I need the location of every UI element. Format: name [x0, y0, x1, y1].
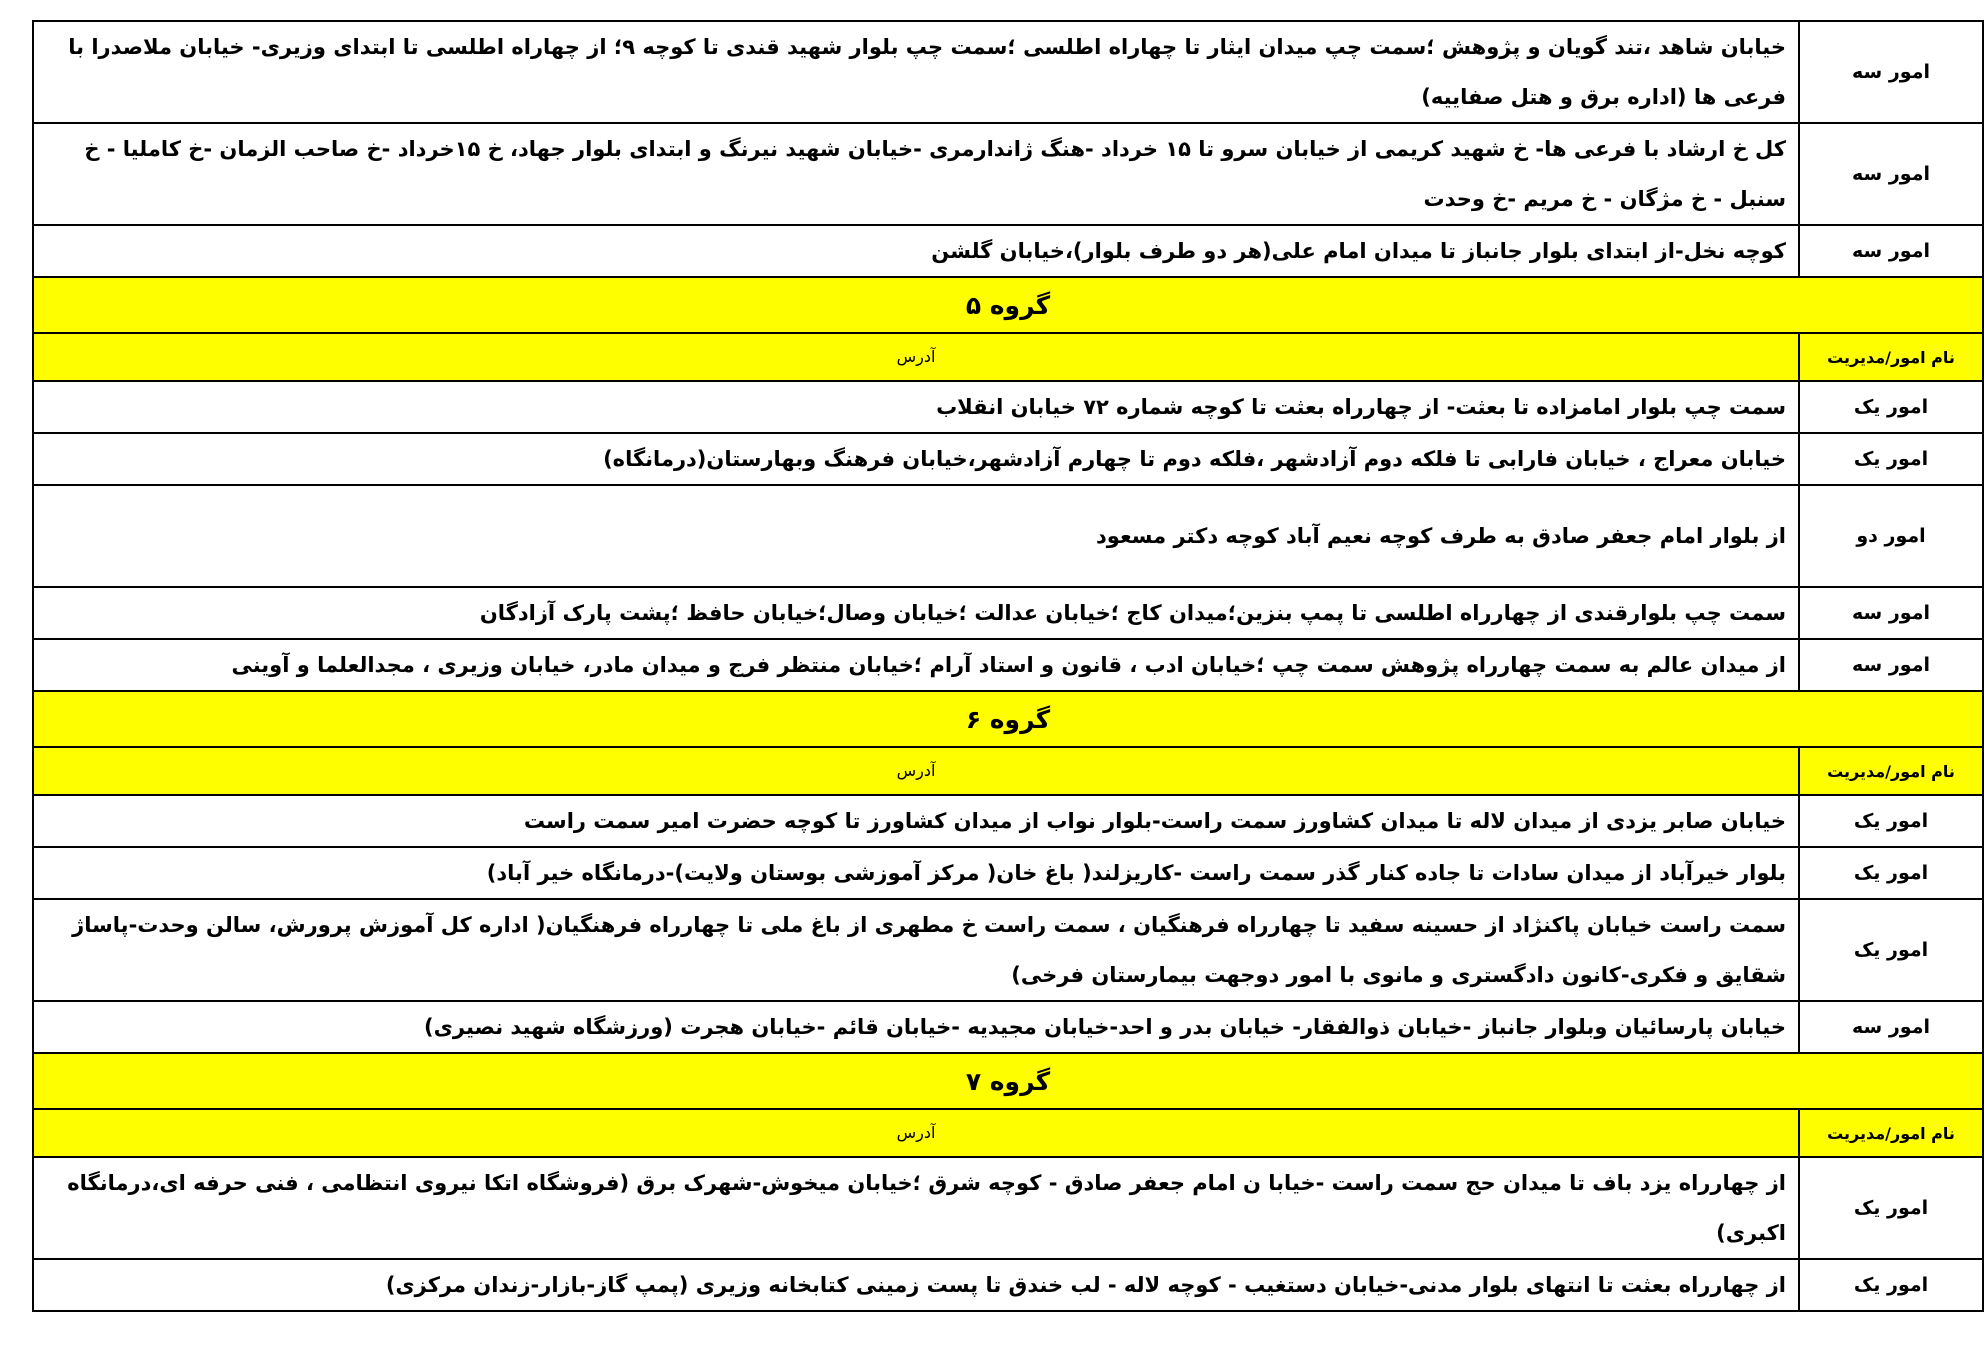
address-cell: خیابان پارسائیان وبلوار جانباز -خیابان ذوالفقار- خیابان بدر و احد-خیابان مجیدیه -خیابان قائم -خیابان هجرت (ورزشگاه شهید نصیری) — [33, 1001, 1799, 1053]
address-cell: از چهارراه بعثت تا انتهای بلوار مدنی-خیابان دستغیب - کوچه لاله - لب خندق تا پست زمینی کتابخانه وزیری (پمپ گاز-بازار-زندان مرکزی) — [33, 1259, 1799, 1311]
department-name-cell: امور سه — [1799, 123, 1983, 225]
table-row — [33, 587, 1983, 639]
table-row — [33, 899, 1983, 1001]
department-name-cell: امور یک — [1799, 381, 1983, 433]
column-header-row — [33, 1109, 1983, 1157]
department-name-cell: امور یک — [1799, 795, 1983, 847]
address-cell: سمت چپ بلوارقندی از چهارراه اطلسی تا پمپ بنزین؛میدان کاج ؛خیابان عدالت ؛خیابان وصال؛خیابان حافظ ؛پشت پارک آزادگان — [33, 587, 1799, 639]
group-title: گروه ۶ — [33, 691, 1983, 747]
column-header-row — [33, 747, 1983, 795]
table-row — [33, 1259, 1983, 1311]
department-name-cell: امور سه — [1799, 21, 1983, 123]
table-row — [33, 21, 1983, 123]
table-row — [33, 433, 1983, 485]
address-cell: سمت چپ بلوار امامزاده تا بعثت- از چهارراه بعثت تا کوچه شماره ۷۲ خیابان انقلاب — [33, 381, 1799, 433]
address-cell: کل خ ارشاد با فرعی ها- خ شهید کریمی از خیابان سرو تا ۱۵ خرداد -هنگ ژاندارمری -خیابان شهید نیرنگ و ابتدای بلوار جهاد، خ ۱۵خرداد -خ صاحب الزمان -خ کاملیا - خ سنبل - خ مژگان - خ مریم -خ وحدت — [33, 123, 1799, 225]
department-name-cell: امور یک — [1799, 1259, 1983, 1311]
table-row — [33, 381, 1983, 433]
group-header-row — [33, 691, 1983, 747]
outage-schedule-sheet — [32, 20, 1984, 1312]
address-cell: سمت راست خیابان پاکنژاد از حسینه سفید تا چهارراه فرهنگیان ، سمت راست خ مطهری از باغ ملی تا چهارراه فرهنگیان( اداره کل آموزش پرورش، سالن وحدت-پاساژ شقایق و فکری-کانون دادگستری و مانوی با امور دوجهت بیمارستان فرخی) — [33, 899, 1799, 1001]
department-name-cell: امور یک — [1799, 1157, 1983, 1259]
name-column-header: نام امور/مدیریت — [1799, 747, 1983, 795]
address-cell: کوچه نخل-از ابتدای بلوار جانباز تا میدان امام علی(هر دو طرف بلوار)،خیابان گلشن — [33, 225, 1799, 277]
table-row — [33, 1157, 1983, 1259]
table-row — [33, 795, 1983, 847]
address-cell: خیابان شاهد ،تند گویان و پژوهش ؛سمت چپ میدان ایثار تا چهاراه اطلسی ؛سمت چپ بلوار شهید قندی تا کوچه ۹؛ از چهاراه اطلسی تا ابتدای وزیری- خیابان ملاصدرا با فرعی ها (اداره برق و هتل صفاییه) — [33, 21, 1799, 123]
department-name-cell: امور یک — [1799, 433, 1983, 485]
column-header-row — [33, 333, 1983, 381]
address-cell: از میدان عالم به سمت چهارراه پژوهش سمت چپ ؛خیابان ادب ، قانون و استاد آرام ؛خیابان منتظر فرج و میدان مادر، خیابان وزیری ، مجدالعلما و آوینی — [33, 639, 1799, 691]
table-row — [33, 1001, 1983, 1053]
table-row — [33, 123, 1983, 225]
outage-schedule-table — [32, 20, 1984, 1312]
department-name-cell: امور یک — [1799, 847, 1983, 899]
department-name-cell: امور سه — [1799, 1001, 1983, 1053]
department-name-cell: امور سه — [1799, 587, 1983, 639]
address-cell: از بلوار امام جعفر صادق به طرف کوچه نعیم آباد کوچه دکتر مسعود — [33, 485, 1799, 587]
group-header-row — [33, 277, 1983, 333]
address-column-header: آدرس — [33, 333, 1799, 381]
address-cell: خیابان صابر یزدی از میدان لاله تا میدان کشاورز سمت راست-بلوار نواب از میدان کشاورز تا کوچه حضرت امیر سمت راست — [33, 795, 1799, 847]
table-row — [33, 847, 1983, 899]
table-row — [33, 639, 1983, 691]
address-column-header: آدرس — [33, 1109, 1799, 1157]
table-row — [33, 485, 1983, 587]
department-name-cell: امور سه — [1799, 639, 1983, 691]
department-name-cell: امور دو — [1799, 485, 1983, 587]
name-column-header: نام امور/مدیریت — [1799, 1109, 1983, 1157]
address-cell: از چهارراه یزد باف تا میدان حج سمت راست -خیابا ن امام جعفر صادق - کوچه شرق ؛خیابان میخوش-شهرک برق (فروشگاه اتکا نیروی انتظامی ، فنی حرفه ای،درمانگاه اکبری) — [33, 1157, 1799, 1259]
address-cell: خیابان معراج ، خیابان فارابی تا فلکه دوم آزادشهر ،فلکه دوم تا چهارم آزادشهر،خیابان فرهنگ وبهارستان(درمانگاه) — [33, 433, 1799, 485]
table-row — [33, 225, 1983, 277]
group-title: گروه ۵ — [33, 277, 1983, 333]
group-header-row — [33, 1053, 1983, 1109]
name-column-header: نام امور/مدیریت — [1799, 333, 1983, 381]
department-name-cell: امور یک — [1799, 899, 1983, 1001]
address-cell: بلوار خیرآباد از میدان سادات تا جاده کنار گذر سمت راست -کاریزلند( باغ خان( مرکز آموزشی بوستان ولایت)-درمانگاه خیر آباد) — [33, 847, 1799, 899]
group-title: گروه ۷ — [33, 1053, 1983, 1109]
department-name-cell: امور سه — [1799, 225, 1983, 277]
address-column-header: آدرس — [33, 747, 1799, 795]
